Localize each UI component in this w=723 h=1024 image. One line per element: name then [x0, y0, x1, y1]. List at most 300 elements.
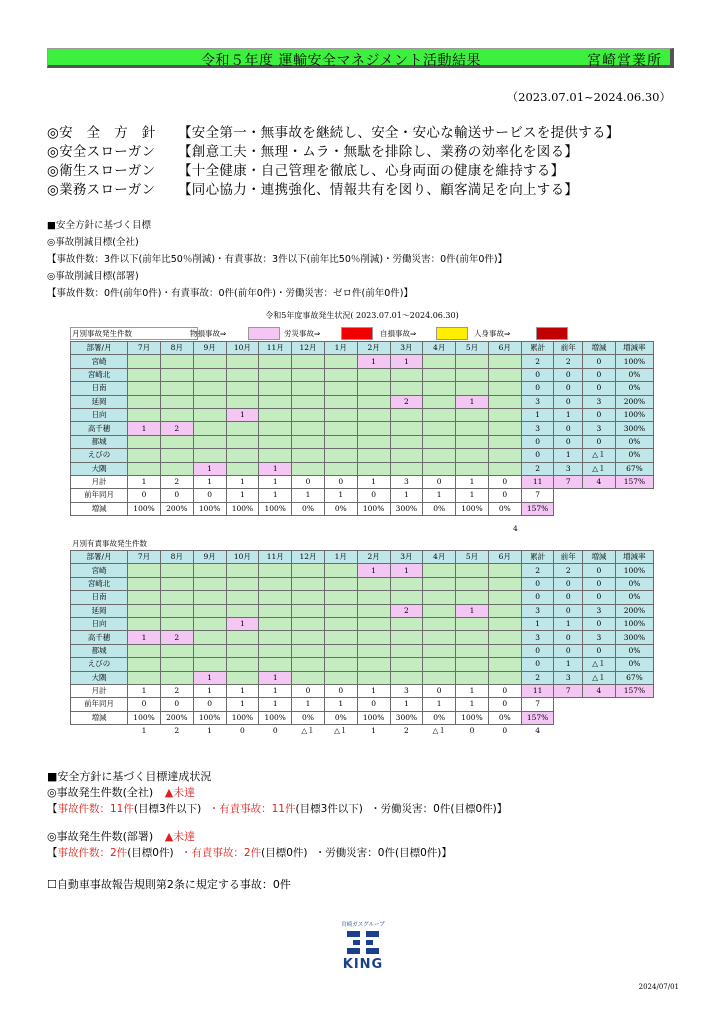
table-cell	[226, 449, 259, 462]
table-cell	[583, 711, 616, 724]
table-cell: 0	[521, 382, 554, 395]
table-cell: 0%	[615, 382, 653, 395]
table-cell	[259, 449, 292, 462]
table-cell	[226, 604, 259, 617]
row-label: 前年同月	[71, 698, 128, 711]
logo-name: KING	[342, 957, 384, 972]
table-cell	[292, 368, 325, 381]
column-header: 増減	[583, 551, 616, 564]
table-cell: 1	[554, 449, 583, 462]
table-cell: 100%	[193, 502, 226, 515]
table-cell	[423, 368, 456, 381]
table-cell: 1	[226, 617, 259, 630]
table-cell: 1	[456, 604, 489, 617]
table-cell	[292, 462, 325, 475]
table-cell	[324, 604, 357, 617]
column-header: 9月	[193, 551, 226, 564]
column-header: 12月	[292, 551, 325, 564]
table-cell	[193, 577, 226, 590]
table-cell: 0%	[615, 577, 653, 590]
table-row	[71, 617, 654, 630]
table-cell	[357, 422, 390, 435]
column-header: 前年	[554, 551, 583, 564]
table-cell: 1	[390, 489, 423, 502]
table-cell: 0	[521, 435, 554, 448]
table-cell: 0%	[423, 502, 456, 515]
table-cell: 100%	[615, 617, 653, 630]
table-cell: 200%	[615, 604, 653, 617]
table-footer-row	[71, 725, 654, 738]
table-cell	[128, 368, 161, 381]
table-cell: 200%	[160, 502, 193, 515]
table-cell: 3	[583, 604, 616, 617]
table-cell: 1	[357, 684, 390, 697]
table-cell: 3	[390, 684, 423, 697]
table-cell	[128, 658, 161, 671]
table-cell	[390, 435, 423, 448]
table-cell	[357, 617, 390, 630]
table-cell	[554, 725, 583, 738]
table-cell: 0	[583, 368, 616, 381]
table-cell	[160, 449, 193, 462]
table-cell	[259, 658, 292, 671]
table-cell	[160, 368, 193, 381]
table-cell: 2	[521, 564, 554, 577]
table-cell: 1	[390, 355, 423, 368]
table-cell	[128, 408, 161, 421]
table-cell: 0	[128, 698, 161, 711]
caption-liable-accidents: 月別有責事故発生件数	[72, 539, 147, 548]
title-banner	[47, 48, 674, 68]
table-cell: 2	[160, 475, 193, 488]
table-cell: 3	[521, 631, 554, 644]
policy-label: ◎業務スローガン	[47, 182, 156, 198]
table-cell	[324, 435, 357, 448]
table-cell	[226, 631, 259, 644]
table-cell: 1	[357, 564, 390, 577]
table-cell: 0%	[615, 644, 653, 657]
table-cell: 0	[583, 644, 616, 657]
table-cell	[615, 711, 653, 724]
table-cell	[456, 422, 489, 435]
table-cell	[324, 462, 357, 475]
row-label: えびの	[71, 658, 128, 671]
table-cell	[226, 422, 259, 435]
table-cell: 0	[583, 564, 616, 577]
table-row	[71, 631, 654, 644]
table-header-row	[71, 551, 654, 564]
row-label: 日南	[71, 382, 128, 395]
bracket: 【	[47, 847, 58, 859]
table-cell: 157%	[521, 502, 554, 515]
table-cell	[128, 355, 161, 368]
table-cell	[292, 631, 325, 644]
table-cell	[456, 462, 489, 475]
table-cell	[423, 604, 456, 617]
table-cell	[193, 435, 226, 448]
table-cell	[456, 368, 489, 381]
legend-swatch-property	[248, 327, 280, 340]
table-cell: 3	[583, 395, 616, 408]
row-label: 日南	[71, 591, 128, 604]
table-cell	[357, 658, 390, 671]
table-cell	[423, 422, 456, 435]
table-cell	[259, 644, 292, 657]
table-cell: 0	[583, 355, 616, 368]
table-cell: 157%	[615, 684, 653, 697]
table-cell	[292, 577, 325, 590]
table-cell	[160, 564, 193, 577]
table-cell	[615, 698, 653, 711]
legend-item-injury: 人身事故⇒	[474, 329, 511, 338]
table-cell	[193, 658, 226, 671]
table-cell: 1	[259, 489, 292, 502]
table-cell	[423, 408, 456, 421]
table-cell	[259, 564, 292, 577]
table-cell	[357, 395, 390, 408]
table-cell: 4	[583, 475, 616, 488]
table-row	[71, 408, 654, 421]
table1-footer-value: 4	[513, 524, 518, 533]
table-cell	[357, 644, 390, 657]
table-cell	[324, 658, 357, 671]
table-cell	[324, 631, 357, 644]
table-cell: △１	[432, 726, 446, 736]
company-accidents: 事故件数：11件	[57, 803, 134, 815]
table-cell: 1	[554, 408, 583, 421]
table-cell	[488, 449, 521, 462]
rule-accidents: ☐自動車事故報告規則第2条に規定する事故：0件	[47, 878, 291, 891]
table-cell: 100%	[615, 564, 653, 577]
table-row	[71, 435, 654, 448]
table-cell	[357, 449, 390, 462]
table-cell	[390, 408, 423, 421]
table-row	[71, 577, 654, 590]
table-cell	[357, 368, 390, 381]
table-cell	[160, 395, 193, 408]
table-cell	[390, 368, 423, 381]
policy-text: 【同心協力・連携強化、情報共有を図り、顧客満足を向上する】	[178, 182, 579, 198]
table-cell	[390, 617, 423, 630]
row-label: 月計	[71, 475, 128, 488]
table-cell	[160, 591, 193, 604]
table-cell	[583, 725, 616, 738]
column-header: 増減	[583, 342, 616, 355]
table-cell	[423, 671, 456, 684]
table-cell	[226, 591, 259, 604]
row-label: えびの	[71, 449, 128, 462]
table-cell	[390, 591, 423, 604]
table-cell: 0	[488, 698, 521, 711]
table-cell	[456, 564, 489, 577]
table-cell: 0	[488, 684, 521, 697]
dept-labor: ・労働災害：0件(目標0件)】	[314, 847, 452, 859]
table-cell	[292, 355, 325, 368]
table-cell: 3	[554, 671, 583, 684]
table-cell	[488, 577, 521, 590]
table-row	[71, 355, 654, 368]
table-cell: 1	[554, 617, 583, 630]
table-cell	[324, 617, 357, 630]
table-cell: 1	[259, 671, 292, 684]
table-cell	[226, 355, 259, 368]
table-cell: 1	[193, 462, 226, 475]
table-cell: 1	[128, 422, 161, 435]
row-label: 宮崎北	[71, 368, 128, 381]
table-cell: 0	[554, 382, 583, 395]
table-cell: 1	[226, 684, 259, 697]
table-cell: 0	[583, 577, 616, 590]
table-cell	[488, 462, 521, 475]
policy-text: 【安全第一・無事故を継続し、安全・安心な輸送サービスを提供する】	[178, 125, 620, 141]
table-cell	[324, 671, 357, 684]
table-cell	[128, 617, 161, 630]
table-cell	[160, 577, 193, 590]
table-cell: 0	[583, 435, 616, 448]
table-cell: 1	[423, 698, 456, 711]
policy-label: ◎安全スローガン	[47, 144, 156, 160]
dept-liable-target: (目標0件)	[261, 847, 308, 859]
table-cell	[226, 382, 259, 395]
table-cell	[456, 631, 489, 644]
table-cell	[226, 671, 259, 684]
table-cell	[554, 489, 583, 502]
table-cell: 100%	[357, 711, 390, 724]
table-cell: △１	[583, 671, 616, 684]
dept-target-text: 【事故件数：0件(前年0件)・有責事故：0件(前年0件)・労働災害：ゼロ件(前年0件)】	[47, 288, 413, 299]
caption-monthly-accidents: 月別事故発生件数	[72, 329, 132, 338]
table-cell	[292, 408, 325, 421]
table-cell	[259, 382, 292, 395]
table-cell	[324, 644, 357, 657]
table-cell	[488, 631, 521, 644]
table-cell: 0	[583, 408, 616, 421]
row-label: 宮崎北	[71, 577, 128, 590]
table-row	[71, 489, 654, 502]
table-cell: 1	[226, 475, 259, 488]
table-cell: 100%	[259, 711, 292, 724]
table-cell	[292, 564, 325, 577]
table-cell	[488, 658, 521, 671]
table-cell	[423, 617, 456, 630]
table-cell: 2	[521, 671, 554, 684]
table-cell: 100%	[128, 502, 161, 515]
table-cell: 0	[521, 368, 554, 381]
table-cell	[259, 577, 292, 590]
dept-result-label: ◎事故発生件数(部署)	[47, 830, 154, 843]
table-cell: 1	[226, 698, 259, 711]
table-cell: 0%	[292, 502, 325, 515]
row-label: 大隅	[71, 462, 128, 475]
table-cell	[615, 725, 653, 738]
table-cell: 2	[160, 684, 193, 697]
table-cell: 3	[521, 422, 554, 435]
table-cell	[226, 577, 259, 590]
table-cell	[160, 462, 193, 475]
table-cell: 1	[259, 684, 292, 697]
table-cell	[357, 604, 390, 617]
table-cell	[292, 604, 325, 617]
table-cell	[390, 671, 423, 684]
table-cell: △１	[583, 658, 616, 671]
row-label: 延岡	[71, 395, 128, 408]
table-cell	[423, 395, 456, 408]
table-cell	[456, 617, 489, 630]
table-cell: 0%	[488, 711, 521, 724]
table-cell	[292, 395, 325, 408]
table-cell: 4	[583, 684, 616, 697]
table-cell	[456, 577, 489, 590]
table-cell	[292, 449, 325, 462]
table-cell	[128, 382, 161, 395]
table-cell: 0	[324, 684, 357, 697]
table-cell: 1	[259, 462, 292, 475]
table-cell	[583, 698, 616, 711]
office-name: 宮崎営業所	[587, 53, 662, 69]
table-cell: △１	[583, 449, 616, 462]
table-cell	[423, 658, 456, 671]
column-header: 増減率	[615, 551, 653, 564]
table-cell: 11	[521, 475, 554, 488]
table-cell: 100%	[226, 502, 259, 515]
table-cell	[292, 422, 325, 435]
column-header: 12月	[292, 342, 325, 355]
table-cell	[488, 382, 521, 395]
table-cell: △１	[301, 726, 315, 736]
table-cell	[324, 422, 357, 435]
table-row	[71, 449, 654, 462]
table-cell: 100%	[615, 355, 653, 368]
table-cell: 2	[160, 422, 193, 435]
table-cell	[615, 502, 653, 515]
table-cell	[226, 462, 259, 475]
table-cell: 100%	[456, 711, 489, 724]
table-cell	[423, 382, 456, 395]
table-cell: 2	[521, 462, 554, 475]
table-cell: 2	[404, 726, 409, 736]
dept-accidents-target: (目標0件)	[127, 847, 174, 859]
table-cell	[226, 564, 259, 577]
column-header: 部署/月	[71, 551, 128, 564]
table-cell: 0	[554, 604, 583, 617]
table-cell	[128, 435, 161, 448]
table-cell: 0	[583, 617, 616, 630]
table-cell	[259, 435, 292, 448]
table-cell	[423, 449, 456, 462]
table-cell: 3	[554, 462, 583, 475]
table-cell: 200%	[160, 711, 193, 724]
table-cell	[160, 355, 193, 368]
table-cell	[554, 502, 583, 515]
table-cell	[226, 368, 259, 381]
column-header: 3月	[390, 551, 423, 564]
column-header: 11月	[259, 551, 292, 564]
legend-item-labor: 労災事故⇒	[284, 329, 321, 338]
table-cell	[324, 564, 357, 577]
table-cell: 1	[456, 475, 489, 488]
company-target-text: 【事故件数：3件以下(前年比50％削減)・有責事故：3件以下(前年比50％削減)・労働災害：0件(前年0件)】	[47, 254, 508, 265]
dept-status: ▲未達	[164, 830, 196, 843]
table-cell	[423, 355, 456, 368]
table-cell: 0	[583, 591, 616, 604]
table-cell	[259, 422, 292, 435]
table-cell: 300%	[390, 711, 423, 724]
table-cell	[259, 631, 292, 644]
column-header: 9月	[193, 342, 226, 355]
table-cell: 2	[554, 564, 583, 577]
table-cell	[160, 382, 193, 395]
table-cell	[193, 395, 226, 408]
table-cell: 3	[521, 395, 554, 408]
table-cell	[128, 564, 161, 577]
table-cell: 0	[193, 489, 226, 502]
row-label: 高千穂	[71, 631, 128, 644]
table-cell: 0	[193, 698, 226, 711]
table-cell: 1	[521, 617, 554, 630]
company-liable: ・有責事故：11件	[208, 803, 296, 815]
table-cell	[488, 671, 521, 684]
table-cell: 67%	[615, 462, 653, 475]
policy-text: 【十全健康・自己管理を徹底し、心身両面の健康を維持する】	[178, 163, 565, 179]
column-header: 累計	[521, 551, 554, 564]
table-cell: 100%	[357, 502, 390, 515]
dept-result	[47, 828, 195, 844]
table-cell	[259, 591, 292, 604]
table-cell	[259, 604, 292, 617]
table-cell	[488, 422, 521, 435]
table-row	[71, 604, 654, 617]
table-row	[71, 564, 654, 577]
table-cell	[324, 449, 357, 462]
table-cell	[423, 577, 456, 590]
company-logo	[333, 920, 393, 976]
table-cell: 100%	[226, 711, 259, 724]
bracket: 【	[47, 803, 58, 815]
logo-group-name: 宮崎ガスグループ	[341, 922, 385, 928]
table-row	[71, 698, 654, 711]
dept-target-label: ◎事故削減目標(部署)	[47, 271, 139, 282]
table-cell	[357, 577, 390, 590]
table-cell: 1	[193, 475, 226, 488]
table-cell	[292, 617, 325, 630]
table-cell	[456, 658, 489, 671]
table-cell	[259, 355, 292, 368]
table-cell: 1	[357, 475, 390, 488]
table-cell	[226, 395, 259, 408]
table-cell	[160, 671, 193, 684]
table-cell: 2	[554, 355, 583, 368]
targets-heading: ■安全方針に基づく目標	[47, 220, 151, 231]
company-target-label: ◎事故削減目標(全社)	[47, 237, 139, 248]
table-cell	[193, 604, 226, 617]
table-cell: 0	[160, 698, 193, 711]
column-header: 4月	[423, 342, 456, 355]
document-date: 2024/07/01	[638, 983, 679, 991]
table-cell	[324, 408, 357, 421]
table-cell: 1	[292, 489, 325, 502]
table-cell	[292, 435, 325, 448]
table-cell: 1	[456, 698, 489, 711]
table-cell	[259, 617, 292, 630]
table-cell	[615, 489, 653, 502]
table-cell	[423, 631, 456, 644]
table-cell	[128, 577, 161, 590]
company-result-label: ◎事故発生件数(全社)	[47, 786, 154, 799]
table-cell: 157%	[615, 475, 653, 488]
row-label: 高千穂	[71, 422, 128, 435]
table-cell	[292, 644, 325, 657]
row-label: 延岡	[71, 604, 128, 617]
